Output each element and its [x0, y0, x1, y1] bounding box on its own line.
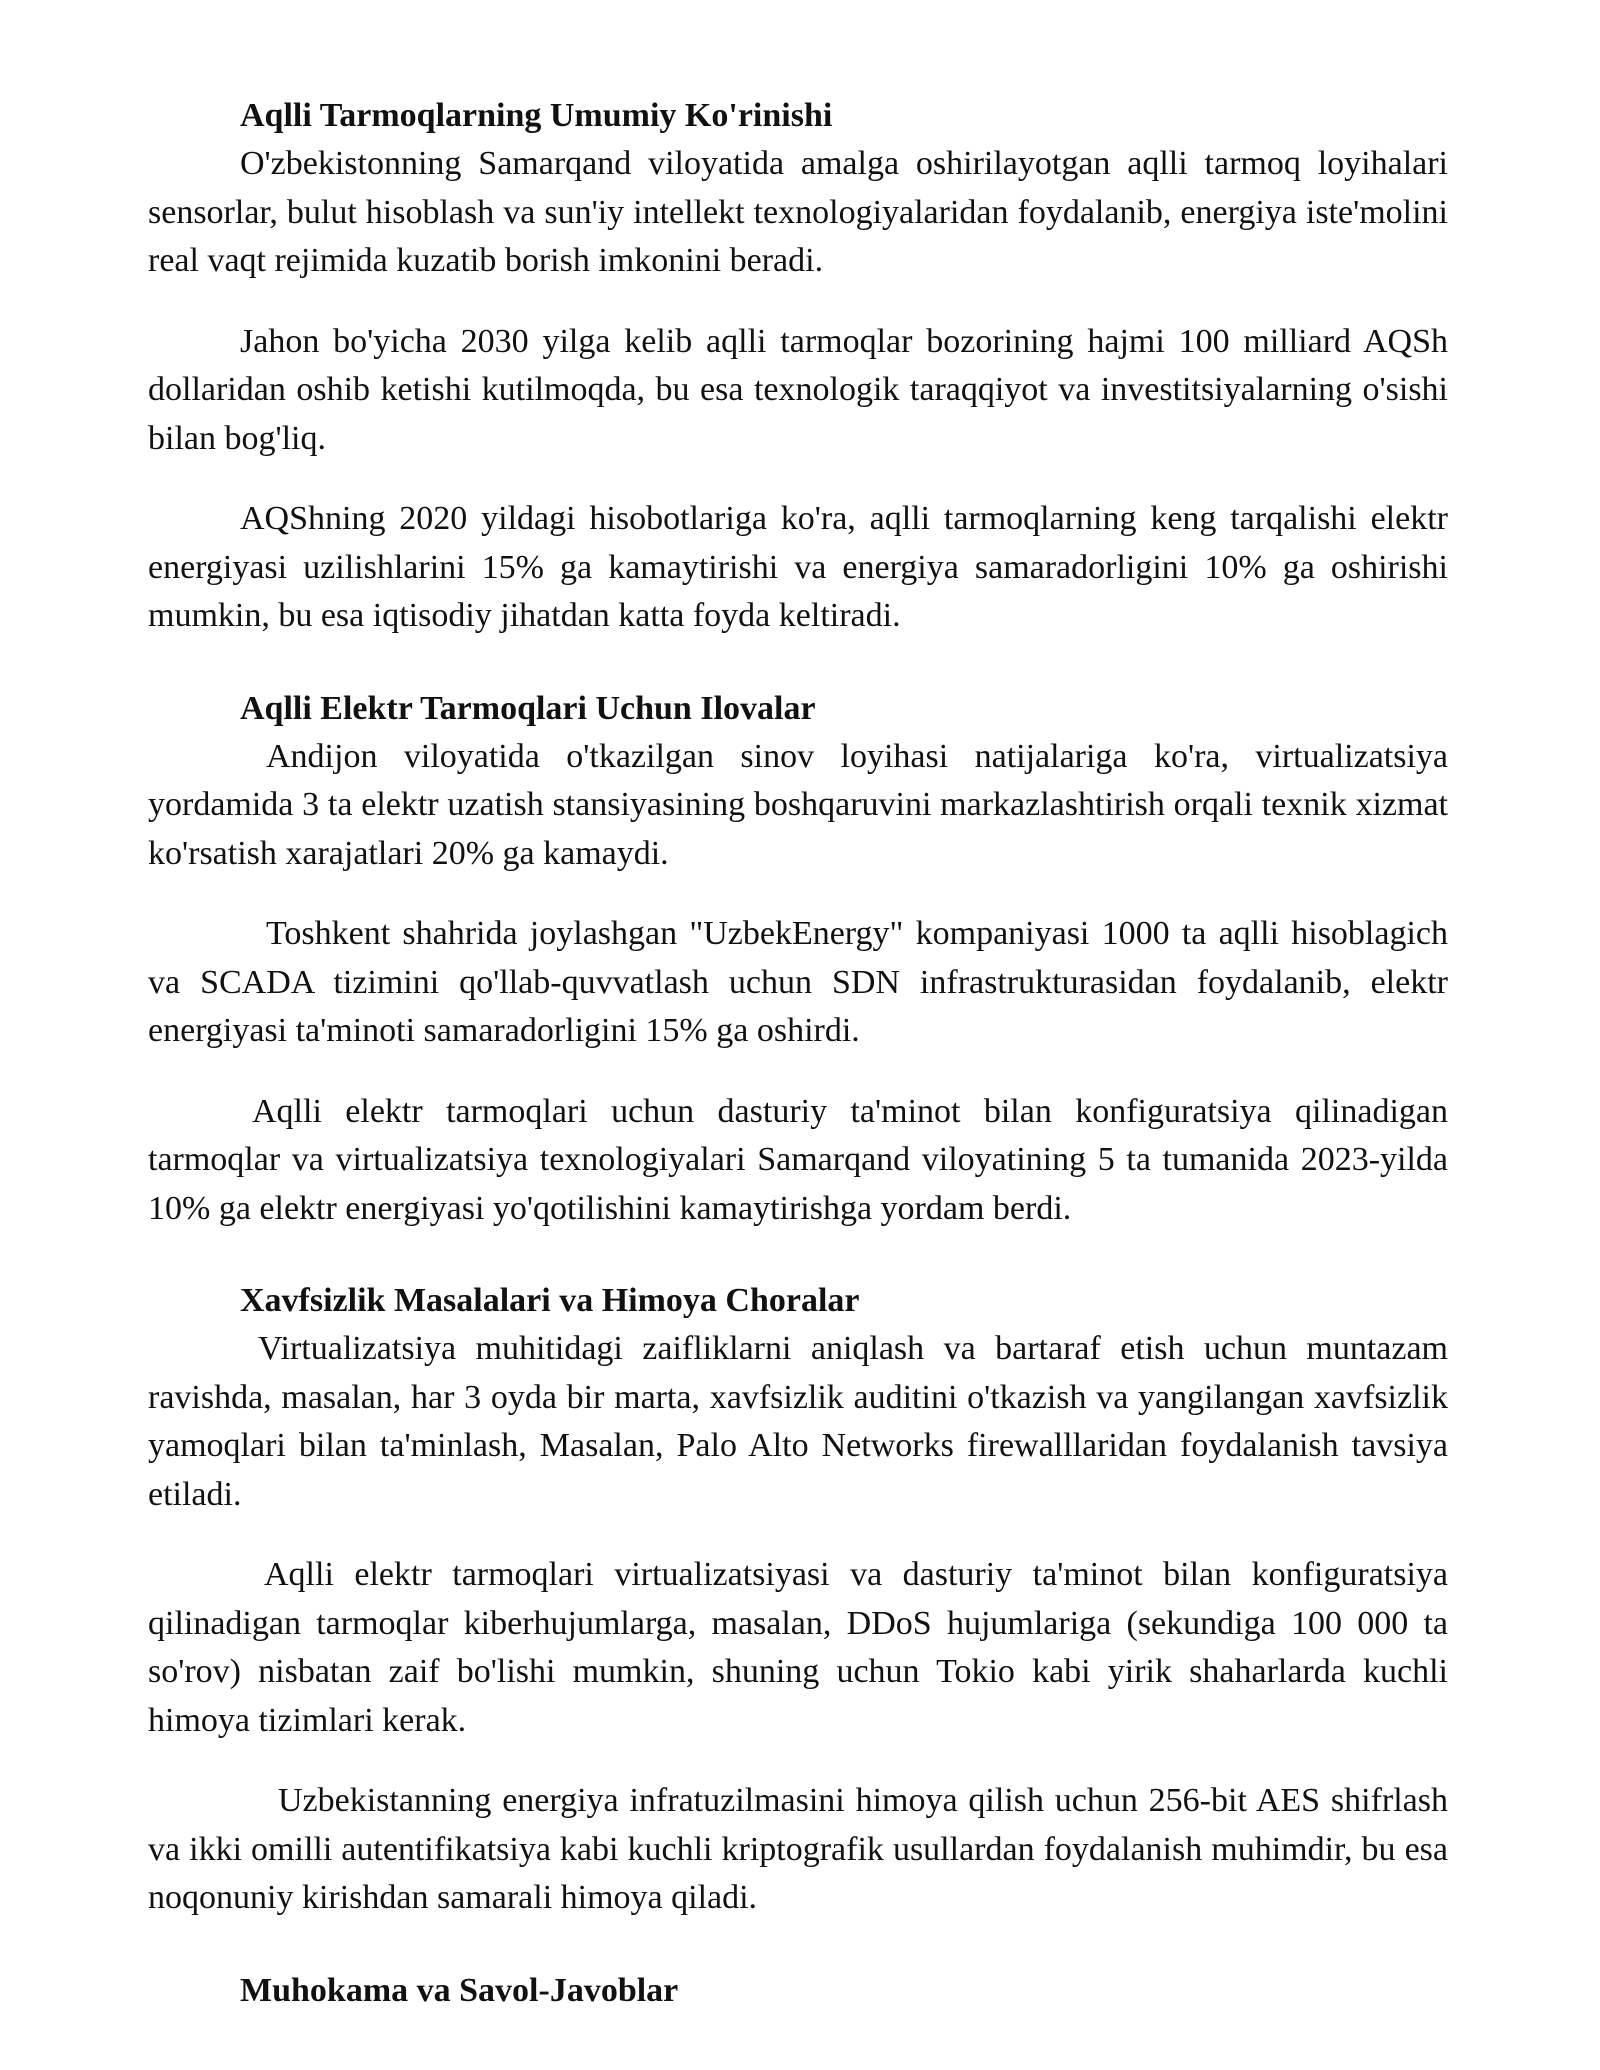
section-overview	[148, 92, 1448, 641]
section-heading: Xavfsizlik Masalalari va Himoya Choralar	[240, 1282, 860, 1319]
paragraph: Toshkent shahrida joylashgan "UzbekEnergy" kompaniyasi 1000 ta aqlli hisoblagich va SCADA tizimini qo'llab-quvvatlash uchun SDN infrastrukturasidan foydalanib, elektr energiyasi ta'minoti samaradorligini 15% ga oshirdi.	[148, 915, 1448, 1049]
section-heading: Aqlli Elektr Tarmoqlari Uchun Ilovalar	[240, 689, 816, 727]
section-discussion	[148, 1967, 1448, 2015]
paragraph: Aqlli elektr tarmoqlari uchun dasturiy ta'minot bilan konfiguratsiya qilinadigan tarmoqlar va virtualizatsiya texnologiyalari Samarqand viloyatining 5 ta tumanida 2023-yilda 10% ga elektr energiyasi yo'qotilishini kamaytirishga yordam berdi.	[148, 1092, 1448, 1227]
section-applications	[148, 685, 1448, 1234]
section-security	[148, 1277, 1448, 1923]
section-heading: Muhokama va Savol-Javoblar	[240, 1971, 679, 2009]
paragraph: Andijon viloyatida o'tkazilgan sinov loyihasi natijalariga ko'ra, virtualizatsiya yordamida 3 ta elektr uzatish stansiyasining boshqaruvini markazlashtirish orqali texnik xizmat ko'rsatish xarajatlari 20% ga kamaydi.	[148, 737, 1448, 872]
paragraph: Virtualizatsiya muhitidagi zaifliklarni aniqlash va bartaraf etish uchun muntazam ravishda, masalan, har 3 oyda bir marta, xavfsizlik auditini o'tkazish va yangilangan xavfsizlik yamoqlari bilan ta'minlash, Masalan, Palo Alto Networks firewalllaridan foydalanish tavsiya etiladi.	[148, 1330, 1448, 1513]
paragraph: Uzbekistanning energiya infratuzilmasini himoya qilish uchun 256-bit AES shifrlash va ikki omilli autentifikatsiya kabi kuchli kriptografik usullardan foydalanish muhimdir, bu esa noqonuniy kirishdan samarali himoya qiladi.	[148, 1782, 1448, 1916]
paragraph: Jahon bo'yicha 2030 yilga kelib aqlli tarmoqlar bozorining hajmi 100 milliard AQSh dollaridan oshib ketishi kutilmoqda, bu esa texnologik taraqqiyot va investitsiyalarning o'sishi bilan bog'liq.	[148, 322, 1448, 457]
document-page	[148, 92, 1448, 2015]
paragraph: AQShning 2020 yildagi hisobotlariga ko'ra, aqlli tarmoqlarning keng tarqalishi elektr energiyasi uzilishlarini 15% ga kamaytirishi va energiya samaradorligini 10% ga oshirishi mumkin, bu esa iqtisodiy jihatdan katta foyda keltiradi.	[148, 500, 1448, 634]
paragraph: O'zbekistonning Samarqand viloyatida amalga oshirilayotgan aqlli tarmoq loyihalari sensorlar, bulut hisoblash va sun'iy intellekt texnologiyalaridan foydalanib, energiya iste'molini real vaqt rejimida kuzatib borish imkonini beradi.	[148, 145, 1448, 279]
section-heading: Aqlli Tarmoqlarning Umumiy Ko'rinishi	[240, 97, 833, 134]
paragraph: Aqlli elektr tarmoqlari virtualizatsiyasi va dasturiy ta'minot bilan konfiguratsiya qilinadigan tarmoqlar kiberhujumlarga, masalan, DDoS hujumlariga (sekundiga 100 000 ta so'rov) nisbatan zaif bo'lishi mumkin, shuning uchun Tokio kabi yirik shaharlarda kuchli himoya tizimlari kerak.	[148, 1556, 1448, 1739]
